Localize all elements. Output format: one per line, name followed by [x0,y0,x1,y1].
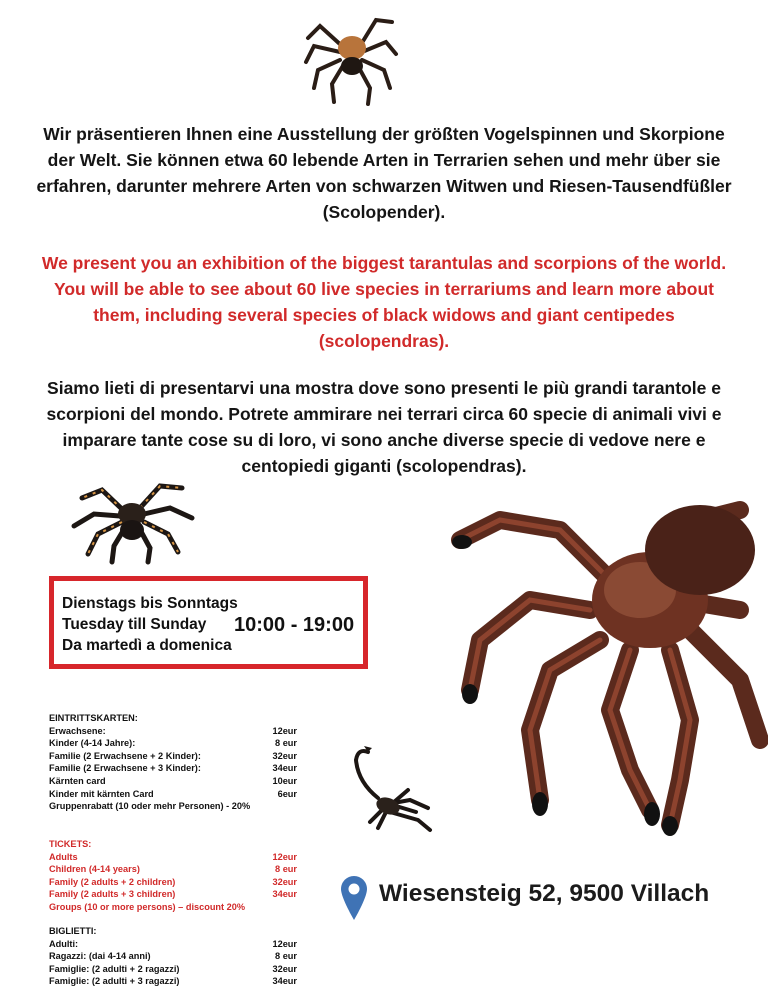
price-value: 8 eur [275,951,297,962]
price-label: Kinder (4-14 Jahre): [49,738,136,749]
price-value: 34eur [272,976,297,987]
price-label: Erwachsene: [49,725,106,736]
price-row [49,788,309,801]
price-label: Familie (2 Erwachsene + 3 Kinder): [49,763,201,774]
prices-english [49,838,309,914]
price-label: Kinder mit kärnten Card [49,788,154,799]
price-label: Family (2 adults + 2 children) [49,876,176,887]
price-value: 34eur [272,889,297,900]
opening-days-english: Tuesday till Sunday [62,616,207,633]
prices-english-title: TICKETS: [49,839,92,849]
price-value: 10eur [272,775,297,786]
tarantula-top-image [300,8,400,108]
prices-italian [49,925,309,988]
price-label: Ragazzi: (dai 4-14 anni) [49,951,151,962]
prices-german-title: EINTRITTSKARTEN: [49,713,138,723]
prices-german [49,712,309,813]
price-label: Familie (2 Erwachsene + 2 Kinder): [49,750,201,761]
price-row [49,950,309,963]
price-label: Famiglie: (2 adulti + 3 ragazzi) [49,976,180,987]
map-pin-icon [341,876,367,920]
price-row [49,750,309,763]
price-value: 12eur [272,851,297,862]
intro-english: We present you an exhibition of the biggest tarantulas and scorpions of the world. You will be able to see about 60 live species in terrariums and learn more about them, including several species of black widows and giant centipedes (scolopendras). [41,253,727,351]
tarantula-large-image [440,490,768,835]
price-value: 8 eur [275,738,297,749]
price-row [49,901,309,914]
price-value: 12eur [272,725,297,736]
scorpion-image [338,742,438,834]
price-label: Groups (10 or more persons) – discount 20% [49,901,246,912]
price-row [49,851,309,864]
price-label: Adulti: [49,938,79,949]
opening-days-italian: Da martedì a domenica [62,637,232,654]
intro-german: Wir präsentieren Ihnen eine Ausstellung der größten Vogelspinnen und Skorpione der Welt. Sie können etwa 60 lebende Arten in Terrarien sehen und mehr über sie erfahren, darunter mehrere Arten von schwarzen Witwen und Riesen-Tausendfüßler (Scolopender). [36,124,732,222]
price-value: 32eur [272,750,297,761]
price-label: Kärnten card [49,775,106,786]
price-row [49,975,309,988]
price-label: Family (2 adults + 3 children) [49,889,176,900]
prices-italian-title: BIGLIETTI: [49,926,97,936]
opening-days [62,593,238,656]
price-label: Famiglie: (2 adulti + 2 ragazzi) [49,963,180,974]
intro-italian: Siamo lieti di presentarvi una mostra dove sono presenti le più grandi tarantole e scorpioni del mondo. Potrete ammirare nei terrari circa 60 specie di animali vivi e imparare tante cose su di loro, vi sono anche diverse specie di vedove nere e centopiedi giganti (scolopendras). [46,378,722,476]
price-value: 6eur [277,788,297,799]
price-row [49,863,309,876]
price-label: Gruppenrabatt (10 oder mehr Personen) - 20% [49,801,251,812]
price-row [49,725,309,738]
price-row [49,800,309,813]
price-row [49,762,309,775]
price-row [49,888,309,901]
tarantula-small-image [68,470,198,565]
opening-days-german: Dienstags bis Sonntags [62,595,238,612]
price-row [49,963,309,976]
address-text: Wiesensteig 52, 9500 Villach [379,880,710,907]
price-row [49,938,309,951]
price-label: Adults [49,851,78,862]
price-value: 32eur [272,963,297,974]
price-value: 12eur [272,938,297,949]
price-label: Children (4-14 years) [49,864,140,875]
price-row [49,876,309,889]
price-value: 8 eur [275,864,297,875]
opening-time: 10:00 - 19:00 [234,614,355,636]
opening-hours-box [49,576,368,669]
price-value: 32eur [272,876,297,887]
price-row [49,775,309,788]
price-value: 34eur [272,763,297,774]
price-row [49,737,309,750]
